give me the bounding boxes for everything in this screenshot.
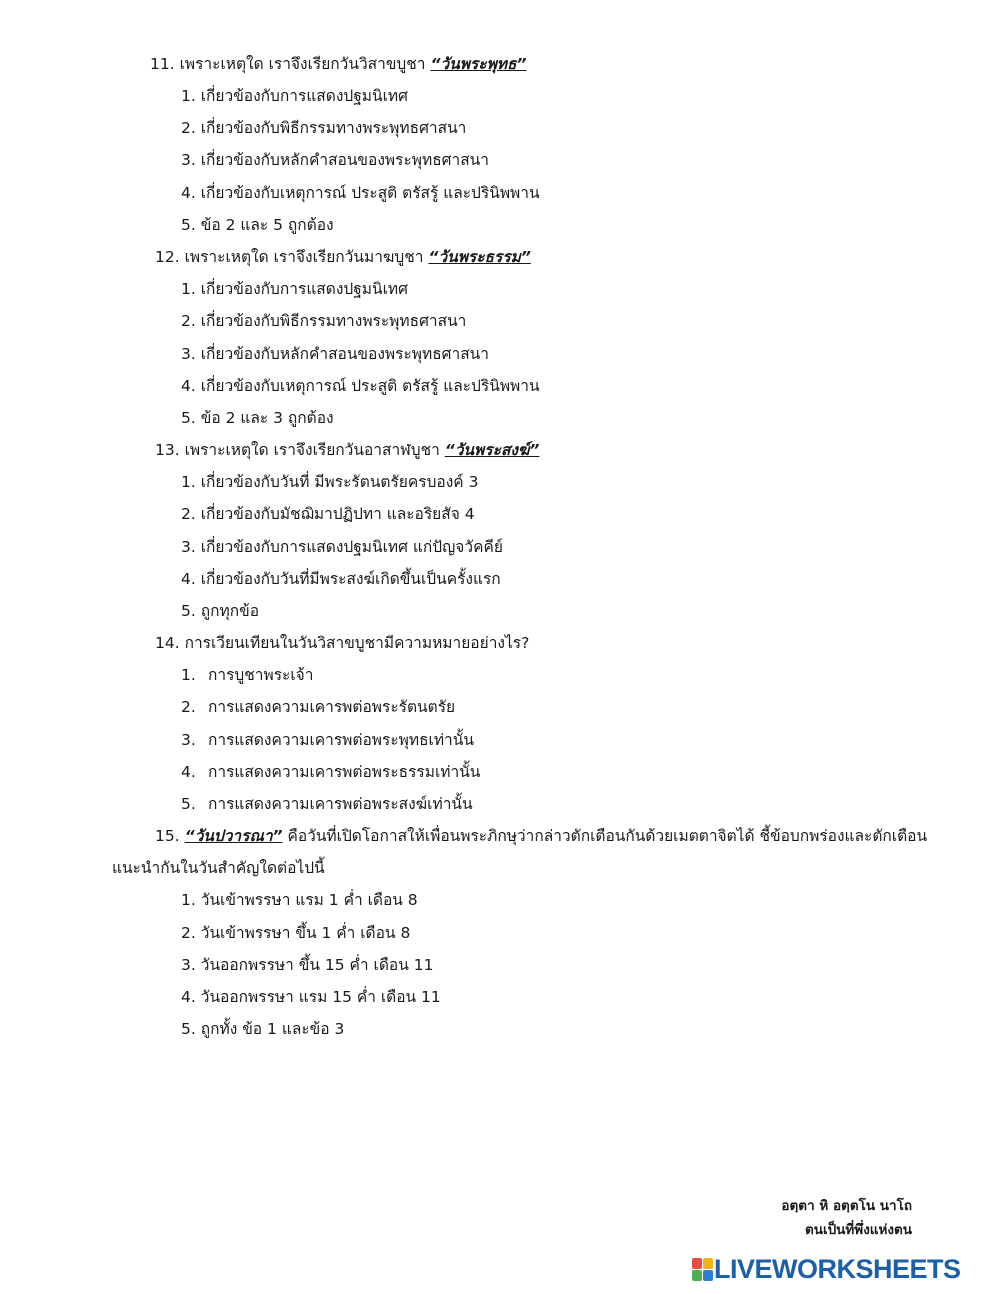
option-text: วันออกพรรษา แรม 15 ค่ำ เดือน 11 xyxy=(200,988,441,1006)
q14-option-5[interactable] xyxy=(181,794,473,814)
question-text: เพราะเหตุใด เราจึงเรียกวันอาสาฬบูชา xyxy=(184,441,440,459)
question-number: 13. xyxy=(155,441,180,459)
q11-option-1[interactable] xyxy=(181,86,408,106)
q12-option-4[interactable] xyxy=(181,376,540,396)
q12-option-1[interactable] xyxy=(181,279,408,299)
option-text: เกี่ยวข้องกับการแสดงปฐมนิเทศ xyxy=(200,280,408,298)
option-text: วันเข้าพรรษา แรม 1 ค่ำ เดือน 8 xyxy=(200,891,418,909)
q14-option-4[interactable] xyxy=(181,762,480,782)
question-highlight: “วันปวารณา” xyxy=(184,827,283,845)
question-highlight: “วันพระพุทธ” xyxy=(430,55,527,73)
q11-option-5[interactable] xyxy=(181,215,334,235)
q13-option-3[interactable] xyxy=(181,537,503,557)
option-number: 4. xyxy=(181,570,196,588)
icon-tile xyxy=(692,1258,702,1269)
question-number: 12. xyxy=(155,248,180,266)
option-text: ข้อ 2 และ 5 ถูกต้อง xyxy=(200,216,334,234)
q14-option-3[interactable] xyxy=(181,730,474,750)
q12-option-5[interactable] xyxy=(181,408,334,428)
option-number: 2. xyxy=(181,119,196,137)
option-text: เกี่ยวข้องกับมัชฌิมาปฏิปทา และอริยสัจ 4 xyxy=(200,505,475,523)
option-number: 4. xyxy=(181,988,196,1006)
option-number: 4. xyxy=(181,184,196,202)
option-text: การแสดงความเคารพต่อพระรัตนตรัย xyxy=(208,698,456,716)
option-text: เกี่ยวข้องกับหลักคำสอนของพระพุทธศาสนา xyxy=(200,345,489,363)
q12-option-2[interactable] xyxy=(181,311,466,331)
icon-tile xyxy=(703,1270,713,1281)
q11-option-4[interactable] xyxy=(181,183,540,203)
question-highlight: “วันพระสงฆ์” xyxy=(444,441,540,459)
q11-option-2[interactable] xyxy=(181,118,466,138)
option-text: การบูชาพระเจ้า xyxy=(208,666,314,684)
option-text: เกี่ยวข้องกับเหตุการณ์ ประสูติ ตรัสรู้ และปรินิพพาน xyxy=(200,377,540,395)
option-number: 4. xyxy=(181,763,196,781)
option-number: 1. xyxy=(181,666,196,684)
question-15 xyxy=(155,826,927,846)
question-13 xyxy=(155,440,539,460)
option-number: 3. xyxy=(181,731,196,749)
option-text: เกี่ยวข้องกับการแสดงปฐมนิเทศ xyxy=(200,87,408,105)
option-number: 3. xyxy=(181,151,196,169)
option-number: 3. xyxy=(181,538,196,556)
option-number: 1. xyxy=(181,473,196,491)
q15-option-1[interactable] xyxy=(181,890,418,910)
question-number: 15. xyxy=(155,827,180,845)
option-number: 5. xyxy=(181,409,196,427)
option-number: 1. xyxy=(181,87,196,105)
question-text: การเวียนเทียนในวันวิสาขบูชามีความหมายอย่างไร? xyxy=(184,634,530,652)
option-number: 3. xyxy=(181,345,196,363)
option-text: เกี่ยวข้องกับหลักคำสอนของพระพุทธศาสนา xyxy=(200,151,489,169)
icon-tile xyxy=(692,1270,702,1281)
option-text: ข้อ 2 และ 3 ถูกต้อง xyxy=(200,409,334,427)
q15-option-4[interactable] xyxy=(181,987,441,1007)
q15-option-5[interactable] xyxy=(181,1019,344,1039)
q15-option-3[interactable] xyxy=(181,955,433,975)
option-number: 2. xyxy=(181,924,196,942)
option-text: วันเข้าพรรษา ขึ้น 1 ค่ำ เดือน 8 xyxy=(200,924,411,942)
q13-option-4[interactable] xyxy=(181,569,501,589)
brand-name: LIVEWORKSHEETS xyxy=(714,1253,961,1284)
option-number: 2. xyxy=(181,505,196,523)
q14-option-2[interactable] xyxy=(181,697,455,717)
option-text: เกี่ยวข้องกับวันที่ มีพระรัตนตรัยครบองค์ 3 xyxy=(200,473,479,491)
option-number: 5. xyxy=(181,1020,196,1038)
option-text: ถูกทั้ง ข้อ 1 และข้อ 3 xyxy=(200,1020,345,1038)
motto-pali: อตฺตา หิ อตฺตโน นาโถ xyxy=(781,1198,912,1214)
option-text: วันออกพรรษา ขึ้น 15 ค่ำ เดือน 11 xyxy=(200,956,434,974)
option-number: 5. xyxy=(181,216,196,234)
option-number: 5. xyxy=(181,602,196,620)
q13-option-1[interactable] xyxy=(181,472,478,492)
question-15-continuation: แนะนำกันในวันสำคัญใดต่อไปนี้ xyxy=(112,859,325,877)
q14-option-1[interactable] xyxy=(181,665,313,685)
option-text: การแสดงความเคารพต่อพระธรรมเท่านั้น xyxy=(208,763,481,781)
option-number: 2. xyxy=(181,312,196,330)
option-text: เกี่ยวข้องกับการแสดงปฐมนิเทศ แก่ปัญจวัคคีย์ xyxy=(200,538,503,556)
question-text: เพราะเหตุใด เราจึงเรียกวันมาฆบูชา xyxy=(184,248,424,266)
option-number: 3. xyxy=(181,956,196,974)
question-text: เพราะเหตุใด เราจึงเรียกวันวิสาขบูชา xyxy=(179,55,426,73)
question-14 xyxy=(155,633,529,653)
option-number: 2. xyxy=(181,698,196,716)
option-number: 1. xyxy=(181,891,196,909)
option-number: 5. xyxy=(181,795,196,813)
q15-option-2[interactable] xyxy=(181,923,410,943)
option-text: เกี่ยวข้องกับพิธีกรรมทางพระพุทธศาสนา xyxy=(200,312,467,330)
option-number: 1. xyxy=(181,280,196,298)
liveworksheets-icon xyxy=(692,1258,712,1280)
question-12 xyxy=(155,247,531,267)
q13-option-2[interactable] xyxy=(181,504,475,524)
question-number: 14. xyxy=(155,634,180,652)
option-text: เกี่ยวข้องกับพิธีกรรมทางพระพุทธศาสนา xyxy=(200,119,467,137)
question-11 xyxy=(150,54,526,74)
q12-option-3[interactable] xyxy=(181,344,489,364)
option-text: เกี่ยวข้องกับวันที่มีพระสงฆ์เกิดขึ้นเป็นครั้งแรก xyxy=(200,570,501,588)
liveworksheets-logo[interactable] xyxy=(692,1253,961,1284)
icon-tile xyxy=(703,1258,713,1269)
option-text: การแสดงความเคารพต่อพระพุทธเท่านั้น xyxy=(208,731,474,749)
option-number: 4. xyxy=(181,377,196,395)
question-number: 11. xyxy=(150,55,175,73)
question-text: คือวันที่เปิดโอกาสให้เพื่อนพระภิกษุว่ากล่าวตักเตือนกันด้วยเมตตาจิตได้ ชี้ข้อบกพร่องและตักเตือน xyxy=(287,827,928,845)
motto-thai: ตนเป็นที่พึ่งแห่งตน xyxy=(805,1222,912,1238)
option-text: ถูกทุกข้อ xyxy=(200,602,260,620)
question-highlight: “วันพระธรรม” xyxy=(428,248,531,266)
q13-option-5[interactable] xyxy=(181,601,259,621)
option-text: เกี่ยวข้องกับเหตุการณ์ ประสูติ ตรัสรู้ และปรินิพพาน xyxy=(200,184,540,202)
q11-option-3[interactable] xyxy=(181,150,489,170)
option-text: การแสดงความเคารพต่อพระสงฆ์เท่านั้น xyxy=(208,795,473,813)
